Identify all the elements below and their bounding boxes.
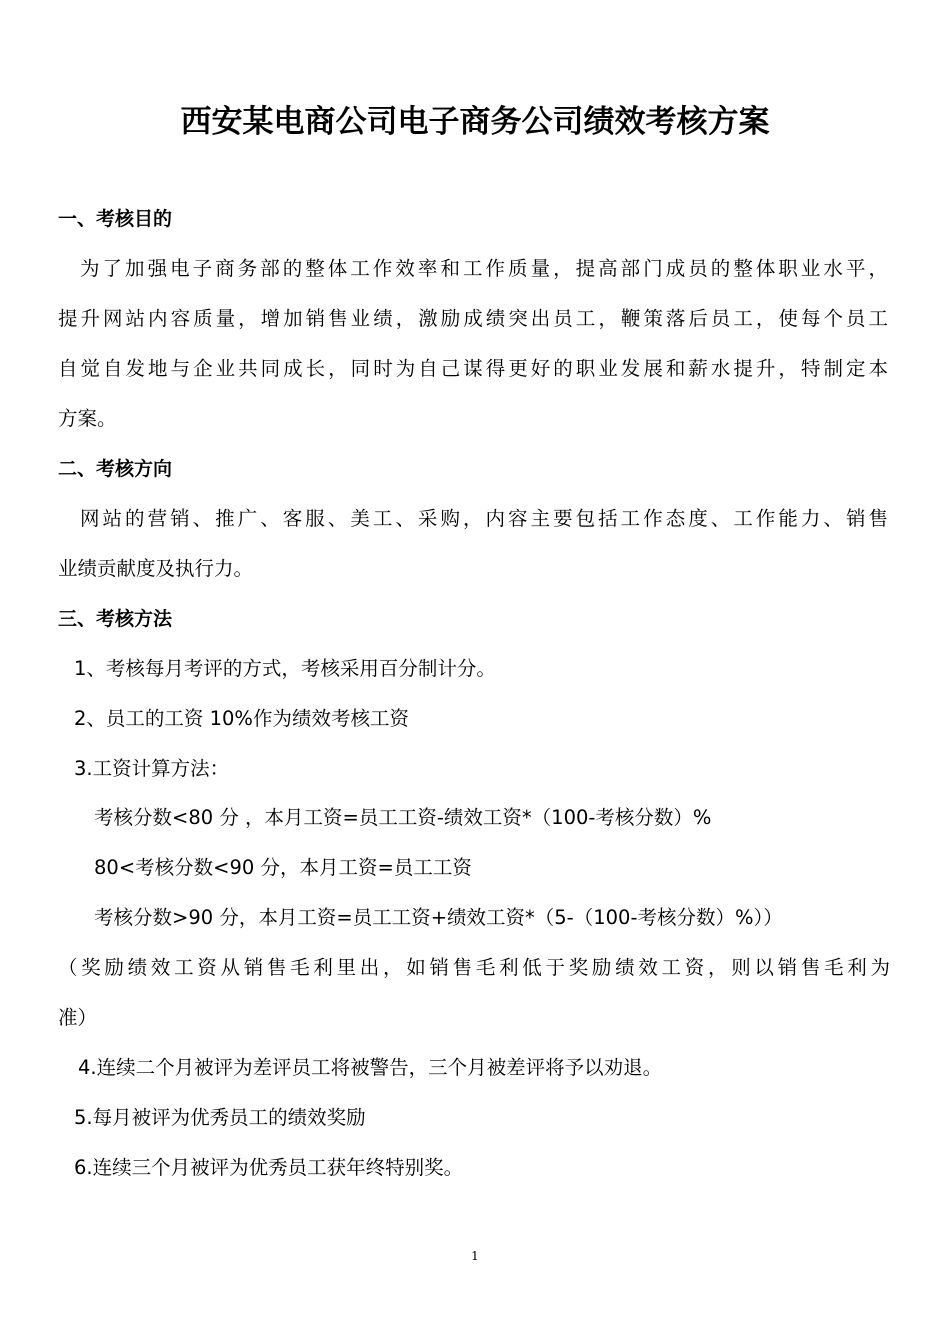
formula-line: 考核分数>90 分，本月工资=员工工资+绩效工资*（5-（100-考核分数）%）） (94, 906, 783, 929)
list-item: 2、员工的工资 10%作为绩效考核工资 (74, 707, 409, 730)
section-heading-method: 三、考核方法 (58, 608, 173, 630)
paragraph-line: 提升网站内容质量，增加销售业绩，激励成绩突出员工，鞭策落后员工，使每个员工 (58, 307, 888, 330)
note-line: （奖励绩效工资从销售毛利里出，如销售毛利低于奖励绩效工资，则以销售毛利为 (58, 956, 890, 979)
section-heading-purpose: 一、考核目的 (58, 208, 173, 230)
list-item: 6.连续三个月被评为优秀员工获年终特别奖。 (74, 1156, 464, 1179)
paragraph-line: 网站的营销、推广、客服、美工、采购，内容主要包括工作态度、工作能力、销售 (80, 507, 888, 530)
page-number: 1 (471, 1249, 479, 1263)
list-item: 4.连续二个月被评为差评员工将被警告，三个月被差评将予以劝退。 (78, 1056, 663, 1079)
document-title: 西安某电商公司电子商务公司绩效考核方案 (180, 104, 770, 140)
list-item: 3.工资计算方法： (74, 757, 230, 780)
formula-line: 80<考核分数<90 分，本月工资=员工工资 (94, 856, 472, 879)
list-item: 5.每月被评为优秀员工的绩效奖励 (74, 1106, 366, 1129)
paragraph-line: 自觉自发地与企业共同成长，同时为自己谋得更好的职业发展和薪水提升，特制定本 (58, 357, 888, 380)
note-line: 准） (58, 1006, 98, 1029)
paragraph-line: 方案。 (58, 407, 117, 430)
paragraph-line: 为了加强电子商务部的整体工作效率和工作质量，提高部门成员的整体职业水平， (80, 257, 888, 280)
formula-line: 考核分数<80 分 ，本月工资=员工工资-绩效工资*（100-考核分数）% (94, 806, 712, 829)
paragraph-line: 业绩贡献度及执行力。 (58, 557, 254, 580)
list-item: 1、考核每月考评的方式，考核采用百分制计分。 (74, 657, 496, 680)
section-heading-direction: 二、考核方向 (58, 458, 173, 480)
